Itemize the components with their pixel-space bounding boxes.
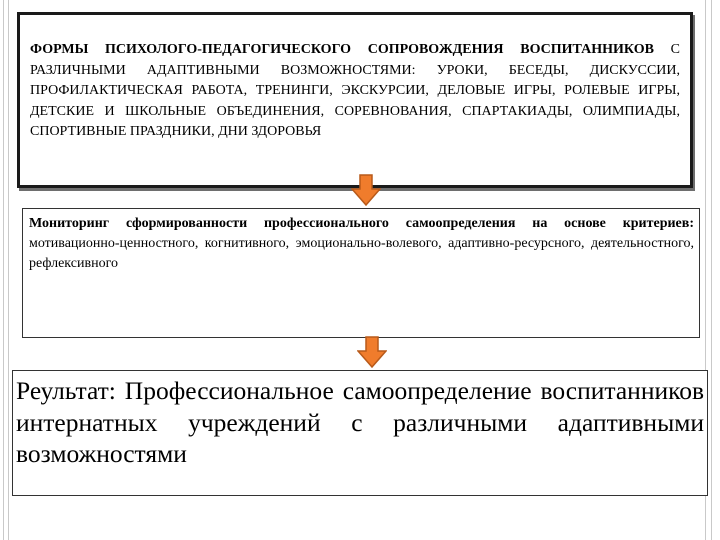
left-margin-rule-inner: [8, 0, 9, 540]
arrow-down-icon: [357, 336, 387, 368]
forms-box: [17, 12, 693, 188]
right-margin-rule: [711, 0, 712, 540]
monitoring-box: [22, 208, 700, 338]
left-margin-rule: [3, 0, 4, 540]
forms-title: ФОРМЫ ПСИХОЛОГО-ПЕДАГОГИЧЕСКОГО СОПРОВОЖДЕНИЯ ВОСПИТАННИКОВ: [30, 42, 654, 57]
result-text: Реультат: Профессиональное самоопределение воспитанников интернатных учреждений с различными адаптивными возможностями: [16, 376, 704, 468]
result-box: [12, 370, 708, 496]
monitoring-lead: Мониторинг сформированности профессионального самоопределения на основе критериев:: [29, 216, 694, 231]
arrow-down-icon: [351, 174, 381, 206]
forms-text: [30, 40, 680, 143]
monitoring-criteria: мотивационно-ценностного, когнитивного, эмоционально-волевого, адаптивно-ресурсного, деятельностного, рефлексивного: [29, 236, 694, 271]
monitoring-text: [29, 214, 694, 274]
forms-items: УРОКИ, БЕСЕДЫ, ДИСКУССИИ, ПРОФИЛАКТИЧЕСКАЯ РАБОТА, ТРЕНИНГИ, ЭКСКУРСИИ, ДЕЛОВЫЕ ИГРЫ, РОЛЕВЫЕ ИГРЫ, ДЕТСКИЕ И ШКОЛЬНЫЕ ОБЪЕДИНЕНИЯ, СОРЕВНОВАНИЯ, СПАРТАКИАДЫ, ОЛИМПИАДЫ, СПОРТИВНЫЕ ПРАЗДНИКИ, ДНИ ЗДОРОВЬЯ: [30, 62, 681, 139]
forms-title-rest: С РАЗЛИЧНЫМИ АДАПТИВНЫМИ ВОЗМОЖНОСТЯМИ:: [30, 42, 680, 78]
